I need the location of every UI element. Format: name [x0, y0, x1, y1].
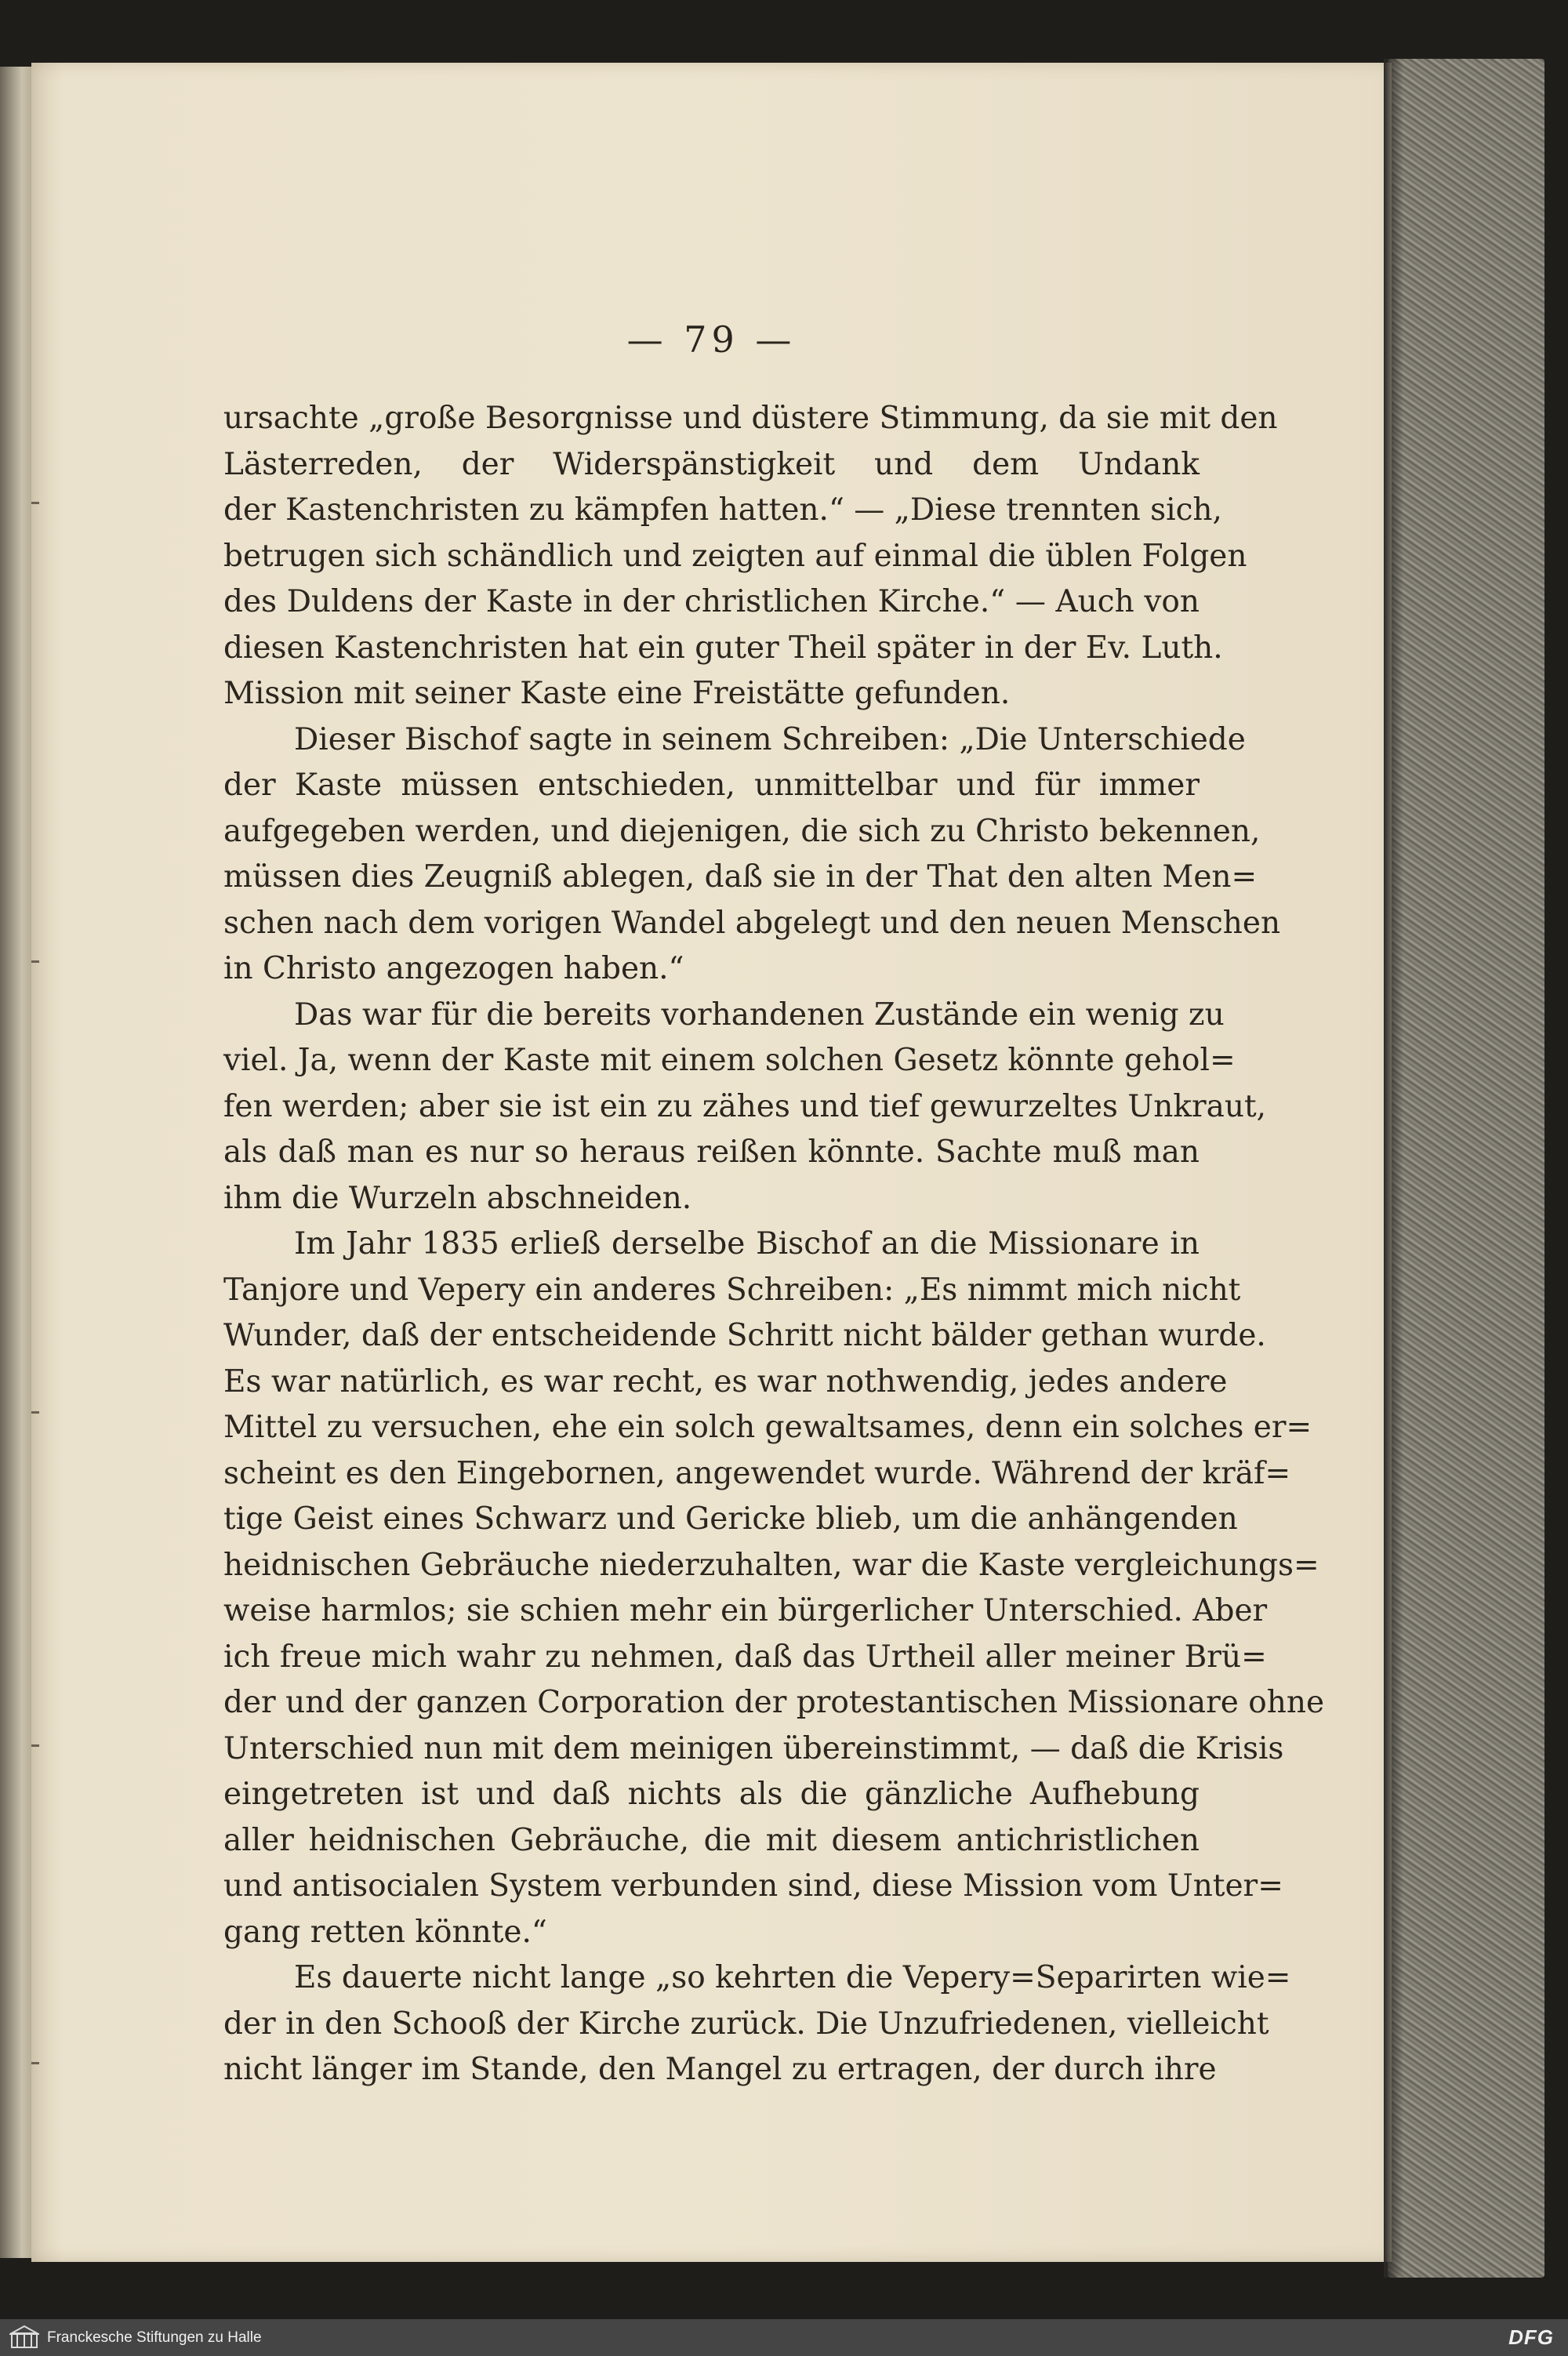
text-line: der in den Schooß der Kirche zurück. Die Unzufriedenen, vielleicht	[223, 2006, 1269, 2042]
text-line: nicht länger im Stande, den Mangel zu ertragen, der durch ihre	[223, 2052, 1217, 2087]
edge-mark	[31, 2062, 39, 2064]
text-line: Tanjore und Vepery ein anderes Schreiben: „Es nimmt mich nicht	[223, 1272, 1241, 1308]
text-line: heidnischen Gebräuche niederzuhalten, war die Kaste vergleichungs=	[223, 1547, 1319, 1583]
text-line: des Duldens der Kaste in der christlichen Kirche.“ — Auch von	[223, 584, 1200, 619]
edge-mark	[31, 960, 39, 963]
text-line: aufgegeben werden, und diejenigen, die sich zu Christo bekennen,	[223, 813, 1261, 849]
text-line: der und der ganzen Corporation der protestantischen Missionare ohne	[223, 1685, 1325, 1720]
text-line: der Kaste müssen entschieden, unmittelbar und für immer	[223, 768, 1200, 803]
left-page-edge	[0, 67, 31, 2258]
text-line: eingetreten ist und daß nichts als die gänzliche Aufhebung	[223, 1777, 1200, 1812]
text-line: Im Jahr 1835 erließ derselbe Bischof an die Missionare in	[294, 1226, 1200, 1261]
text-line: ihm die Wurzeln abschneiden.	[223, 1180, 692, 1216]
text-line: müssen dies Zeugniß ablegen, daß sie in der That den alten Men=	[223, 859, 1258, 895]
book-page	[31, 63, 1392, 2262]
text-line: ursachte „große Besorgnisse und düstere Stimmung, da sie mit den	[223, 401, 1278, 436]
page-gutter-shadow	[1384, 59, 1403, 2278]
text-line: Es war natürlich, es war recht, es war nothwendig, jedes andere	[223, 1363, 1228, 1399]
text-line: aller heidnischen Gebräuche, die mit diesem antichristlichen	[223, 1822, 1200, 1858]
text-line: Lästerreden, der Widerspänstigkeit und dem Undank	[223, 446, 1200, 482]
footer-bar	[0, 2319, 1568, 2356]
edge-mark	[31, 1744, 39, 1747]
text-line: fen werden; aber sie ist ein zu zähes und tief gewurzeltes Unkraut,	[223, 1088, 1267, 1124]
text-line: schen nach dem vorigen Wandel abgelegt und den neuen Menschen	[223, 905, 1281, 941]
text-line: diesen Kastenchristen hat ein guter Theil später in der Ev. Luth.	[223, 630, 1223, 666]
book-cover-board	[1388, 59, 1544, 2278]
text-line: Das war für die bereits vorhandenen Zustände ein wenig zu	[294, 996, 1225, 1033]
footer-institution: Franckesche Stiftungen zu Halle	[47, 2329, 262, 2346]
text-line: Es dauerte nicht lange „so kehrten die Vepery=Separirten wie=	[294, 1960, 1291, 1995]
text-line: viel. Ja, wenn der Kaste mit einem solchen Gesetz könnte gehol=	[223, 1043, 1236, 1078]
text-line: Unterschied nun mit dem meinigen übereinstimmt, — daß die Krisis	[223, 1730, 1284, 1766]
text-line: Mission mit seiner Kaste eine Freistätte gefunden.	[223, 676, 1011, 711]
text-line: Wunder, daß der entscheidende Schritt nicht bälder gethan wurde.	[223, 1318, 1266, 1353]
text-line: weise harmlos; sie schien mehr ein bürgerlicher Unterschied. Aber	[223, 1593, 1268, 1628]
edge-mark	[31, 1411, 39, 1414]
text-line: scheint es den Eingebornen, angewendet wurde. Während der kräf=	[223, 1455, 1291, 1491]
institution-logo-icon	[9, 2324, 39, 2351]
text-line: ich freue mich wahr zu nehmen, daß das Urtheil aller meiner Brü=	[223, 1639, 1267, 1675]
text-line: und antisocialen System verbunden sind, diese Mission vom Unter=	[223, 1868, 1283, 1904]
text-line: in Christo angezogen haben.“	[223, 951, 684, 986]
edge-mark	[31, 502, 39, 504]
text-line: der Kastenchristen zu kämpfen hatten.“ — „Diese trennten sich,	[223, 492, 1222, 528]
text-line: betrugen sich schändlich und zeigten auf einmal die üblen Folgen	[223, 538, 1247, 574]
text-line: Dieser Bischof sagte in seinem Schreiben: „Die Unterschiede	[294, 721, 1246, 757]
page-number: — 79 —	[626, 318, 797, 361]
text-line: als daß man es nur so heraus reißen könnte. Sachte muß man	[223, 1134, 1200, 1170]
text-line: gang retten könnte.“	[223, 1914, 547, 1950]
footer-dfg-logo: DFG	[1508, 2325, 1554, 2349]
text-line: tige Geist eines Schwarz und Gericke blieb, um die anhängenden	[223, 1501, 1238, 1537]
text-line: Mittel zu versuchen, ehe ein solch gewaltsames, denn ein solches er=	[223, 1410, 1312, 1445]
body-text	[223, 396, 1325, 2093]
